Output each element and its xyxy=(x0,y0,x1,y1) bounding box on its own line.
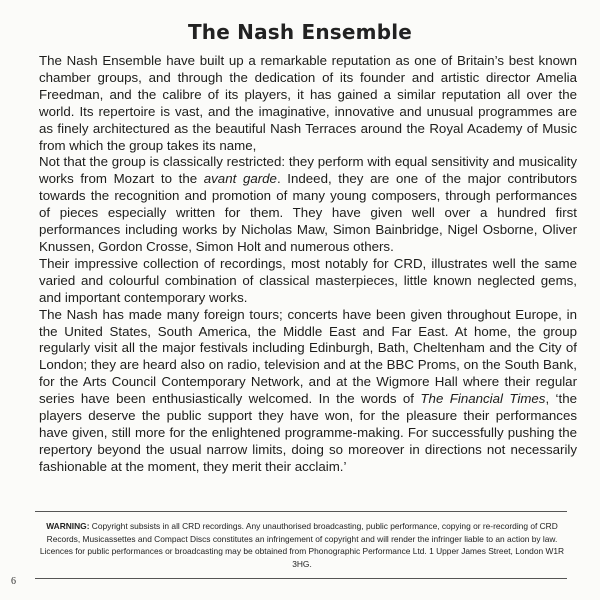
warning-top-divider xyxy=(35,511,567,512)
paragraph-repertoire xyxy=(39,154,577,255)
warning-text: Copyright subsists in all CRD recordings. Any unauthorised broadcasting, public performance, copying or re-recording of CRD Records, Musicassettes and Compact Discs constitutes an infringement of copyright and will render the infringer liable to an action by law. Licences for public performances or broadcasting may be obtained from Phonographic Performance Ltd. 1 Upper James Street, London W1R 3HG. xyxy=(39,521,565,569)
warning-label: WARNING: xyxy=(46,521,90,531)
page-number: 6 xyxy=(11,576,16,587)
paragraph-tours xyxy=(39,307,577,476)
paragraph-repertoire-text-end: . Indeed, they are one of the major contributors towards the recognition and promotion of many young composers, through performances of pieces especially written for them. They have given well over a hundred first performances including works by Nicholas Maw, Simon Bainbridge, Nigel Osborne, Oliver Knussen, Gordon Crosse, Simon Holt and numerous others. xyxy=(39,171,578,254)
paragraph-intro: The Nash Ensemble have built up a remarkable reputation as one of Britain’s best known chamber groups, and through the dedication of its founder and artistic director Amelia Freedman, and the calibre of its players, it has gained a similar reputation all over the world. Its repertoire is vast, and the imaginative, innovative and unusual programmes are as finely architectured as the beautiful Nash Terraces around the Royal Academy of Music from which the group takes its name, xyxy=(39,53,577,153)
page-title: The Nash Ensemble xyxy=(187,20,413,44)
warning-bottom-divider xyxy=(35,578,567,579)
article-body xyxy=(39,53,577,476)
paragraph-recordings: Their impressive collection of recordings, most notably for CRD, illustrates well the same varied and colourful combination of classical masterpieces, little known neglected gems, and important contemporary works. xyxy=(39,255,577,305)
paragraph-repertoire-text-start: Not that the group is classically restricted: they perform with equal sensitivity and musicality works from Mozart to the xyxy=(39,154,577,187)
italic-financial-times: The Financial Times xyxy=(420,391,546,407)
paragraph-tours-text-end: , ‘the players deserve the public support they have won, for the pleasure their performances have given, still more for the enlightened programme-making. For successfully pushing the repertory beyond the usual narrow limits, doing so moreover in directions not necessarily fashionable at the moment, they merit their acclaim.’ xyxy=(39,391,577,474)
paragraph-tours-text-start: The Nash has made many foreign tours; concerts have been given throughout Europe, in the United States, South America, the Middle East and Far East. At home, the group regularly visit all the major festivals including Edinburgh, Bath, Cheltenham and the City of London; they are heard also on radio, television and at the BBC Proms, on the South Bank, for the Arts Council Contemporary Network, and at the Wigmore Hall where their regular series have been enthusiastically welcomed. In the words of xyxy=(39,306,577,407)
italic-avant-garde: avant garde xyxy=(203,171,277,187)
copyright-warning xyxy=(36,520,568,570)
